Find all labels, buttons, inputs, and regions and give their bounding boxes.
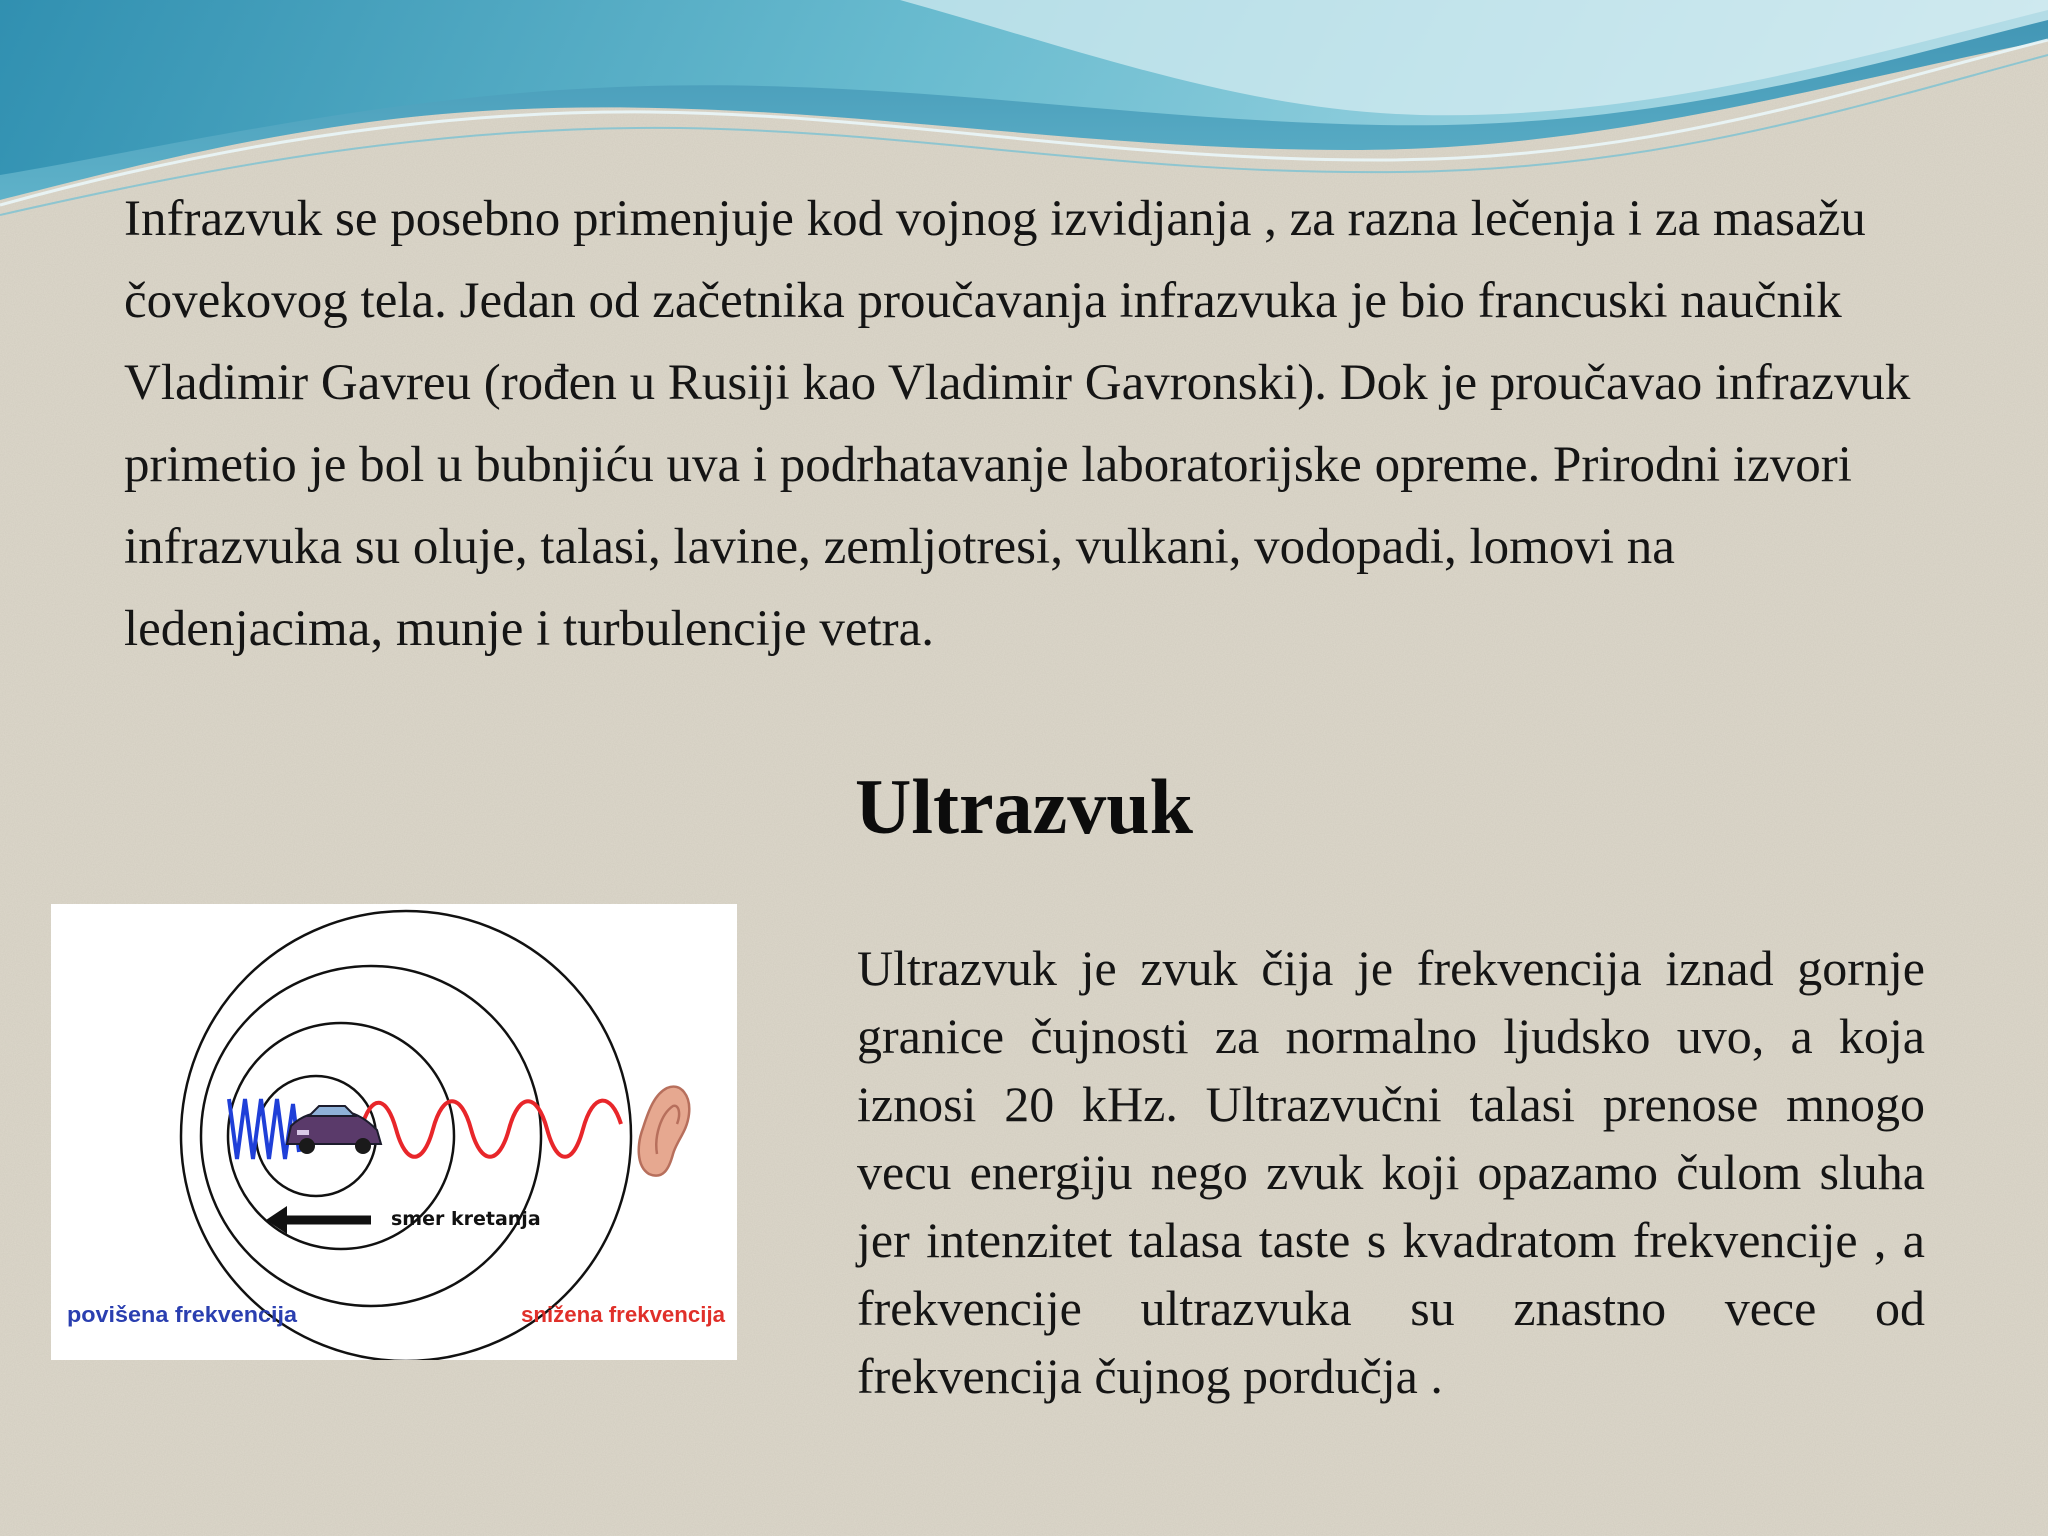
direction-arrow-icon [266, 1206, 371, 1234]
left-frequency-label: povišena frekvencija [67, 1302, 298, 1327]
low-frequency-wave [361, 1101, 621, 1157]
doppler-diagram [51, 904, 737, 1360]
section-title-text: Ultrazvuk [855, 763, 1193, 850]
right-frequency-label: snižena frekvencija [521, 1302, 726, 1327]
direction-label: smer kretanja [391, 1208, 541, 1230]
intro-paragraph: Infrazvuk se posebno primenjuje kod vojnog izvidjanja , za razna lečenja i za masažu čovekovog tela. Jedan od začetnika proučavanja infrazvuka je bio francuski naučnik Vladimir Gavreu (rođen u Rusiji kao Vladimir Gavronski). Dok je proučavao infrazvuk primetio je bol u bubnjiću uva i podrhatavanje laboratorijske opreme. Prirodni izvori infrazvuka su oluje, talasi, lavine, zemljotresi, vulkani, vodopadi, lomovi na ledenjacima, munje i turbulencije vetra. [124, 191, 1911, 657]
doppler-effect-figure [51, 904, 737, 1360]
ear-icon [639, 1087, 690, 1176]
high-frequency-wave [229, 1099, 299, 1159]
section-title [0, 762, 2048, 852]
ultrasound-paragraph: Ultrazvuk je zvuk čija je frekvencija iznad gornje granice čujnosti za normalno ljudsko uvo, a koja iznosi 20 kHz. Ultrazvučni talasi prenose mnogo vecu energiju nego zvuk koji opazamo čulom sluha jer intenzitet talasa taste s kvadratom frekvencije , a frekvencije ultrazvuka su znastno vece od frekvencija čujnog pordučja . [857, 940, 1925, 1404]
